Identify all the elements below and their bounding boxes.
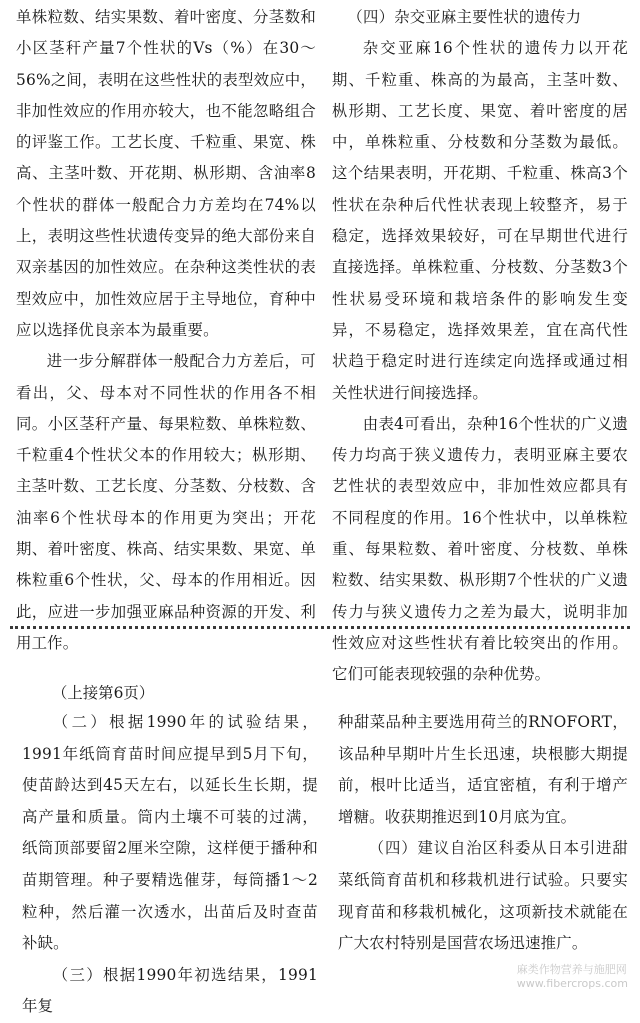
top-right-paragraph-1: 杂交亚麻16个性状的遗传力以开花期、千粒重、株高的为最高，主茎叶数、枞形期、工艺长度、果宽、着叶密度的居中，单株粒重、分枝数和分茎数为最低。这个结果表明，开花期、千粒重、株高3个性状在杂种后代性状表现上较整齐，易于稳定，选择效果较好，可在早期世代进行直接选择。单株粒重、分枝数、分茎数3个性状易受环境和栽培条件的影响发生变异，不易稳定，选择效果差，宜在高代性状趋于稳定时进行连续定向选择或通过相关性状进行间接选择。 xyxy=(332,39,628,402)
bottom-left-column xyxy=(22,707,318,1023)
top-left-column xyxy=(16,2,316,659)
bottom-right-paragraph-1: 种甜菜品种主要选用荷兰的RNOFORT，该品种早期叶片生长迅速，块根膨大期提前，根叶比适当，适宜密植，有利于增产增糖。收获期推迟到10月底为宜。 xyxy=(338,713,628,826)
bottom-right-column xyxy=(338,707,628,960)
watermark-site-name: 麻类作物营养与施肥网 xyxy=(516,963,627,976)
article-divider xyxy=(10,626,630,629)
top-left-paragraph-1: 单株粒数、结实果数、着叶密度、分茎数和小区茎秆产量7个性状的Vs（%）在30～56%之间，表明在这些性状的表型效应中，非加性效应的作用亦较大，也不能忽略组合的评鉴工作。工艺长度、千粒重、果宽、株高、主茎叶数、开花期、枞形期、含油率8个性状的群体一般配合力方差均在74%以上，表明这些性状遗传变异的绝大部份来自双亲基因的加性效应。在杂种这类性状的表型效应中，加性效应居于主导地位，育种中应以选择优良亲本为最重要。 xyxy=(16,8,316,339)
site-watermark xyxy=(517,963,628,991)
continued-from-note: （上接第6页） xyxy=(52,684,155,702)
watermark-url: www.fibercrops.com xyxy=(516,977,628,990)
top-right-paragraph-2: 由表4可看出，杂种16个性状的广义遗传力均高于狭义遗传力，表明亚麻主要农艺性状的表型效应中，非加性效应都具有不同程度的作用。16个性状中，以单株粒重、每果粒数、着叶密度、分枝数、单株粒数、结实果数、枞形期7个性状的广义遗传力与狭义遗传力之差为最大，说明非加性效应对这些性状有着比较突出的作用。它们可能表现较强的杂种优势。 xyxy=(332,414,628,684)
bottom-right-paragraph-2: （四）建议自治区科委从日本引进甜菜纸筒育苗机和移栽机进行试验。只要实现育苗和移栽机械化，这项新技术就能在广大农村特别是国营农场迅速推广。 xyxy=(338,839,628,953)
bottom-left-paragraph-2: （三）根据1990年初选结果，1991年复 xyxy=(22,965,318,1016)
section-heading-heritability: （四）杂交亚麻主要性状的遗传力 xyxy=(347,8,582,26)
top-left-paragraph-2: 进一步分解群体一般配合力方差后，可看出，父、母本对不同性状的作用各不相同。小区茎秆产量、每果粒数、单株粒数、千粒重4个性状父本的作用较大；枞形期、主茎叶数、工艺长度、分茎数、分枝数、含油率6个性状母本的作用更为突出；开花期、着叶密度、株高、结实果数、果宽、单株粒重6个性状，父、母本的作用相近。因此，应进一步加强亚麻品种资源的开发、利用工作。 xyxy=(16,352,316,652)
top-right-column xyxy=(332,2,628,691)
bottom-left-paragraph-1: （二）根据1990年的试验结果，1991年纸筒育苗时间应提早到5月下旬，使苗龄达到45天左右，以延长生长期，提高产量和质量。筒内土壤不可装的过满，纸筒顶部要留2厘米空隙，这样便于播种和苗期管理。种子要精选催芽，每筒播1～2粒种，然后灌一次透水，出苗后及时查苗补缺。 xyxy=(22,713,318,953)
